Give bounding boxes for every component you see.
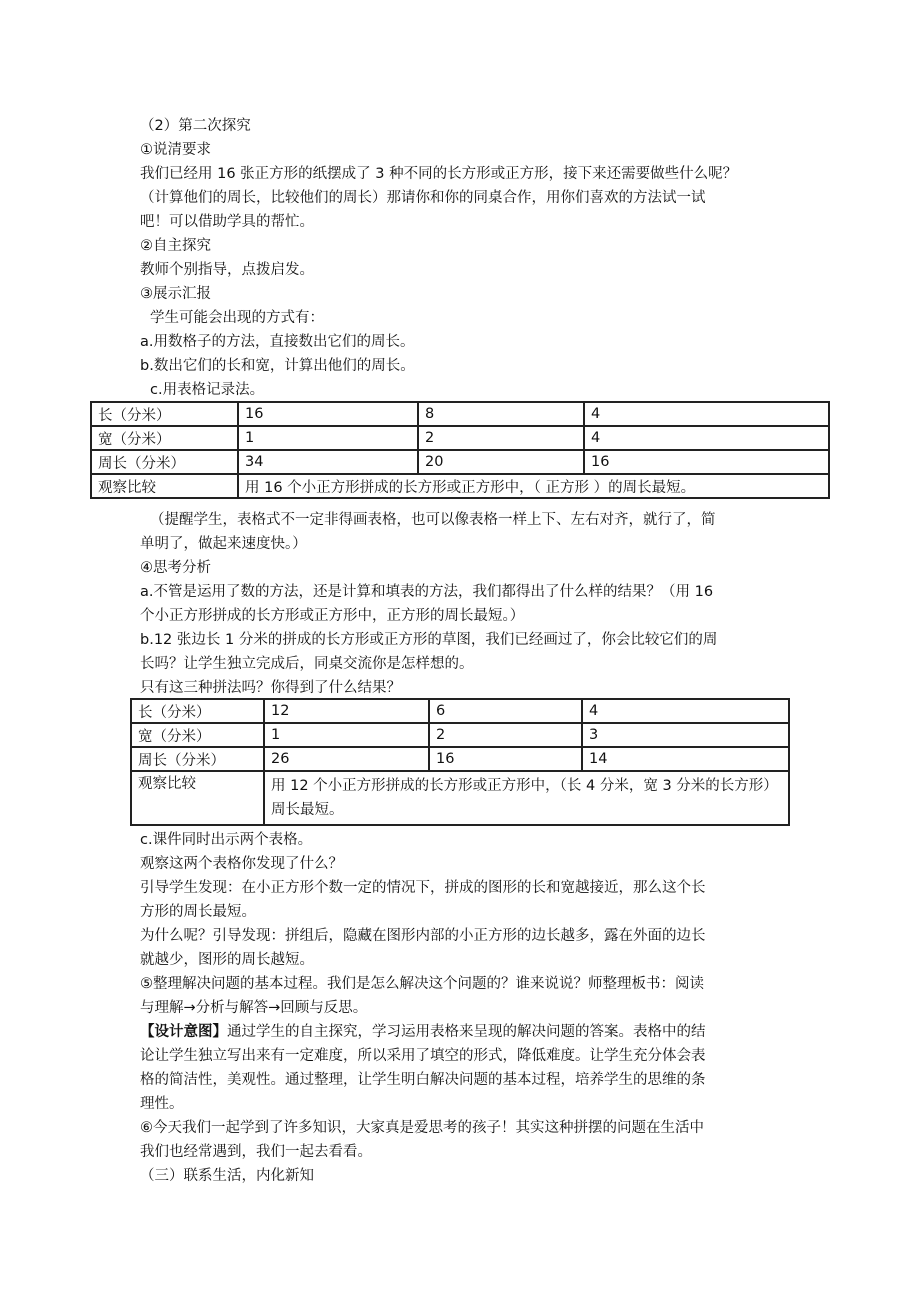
- table-cell: 观察比较: [131, 771, 264, 825]
- paragraph-line: 学生可能会出现的方式有：: [150, 310, 324, 326]
- table-cell: 用 16 个小正方形拼成的长方形或正方形中，（ 正方形 ）的周长最短。: [238, 474, 829, 498]
- table-cell: 长（分米）: [131, 699, 264, 723]
- step-heading: ⑥今天我们一起学到了许多知识，大家真是爱思考的孩子！其实这种拼摆的问题在生活中: [140, 1120, 704, 1136]
- paragraph-line: （提醒学生，表格式不一定非得画表格，也可以像表格一样上下、左右对齐，就行了，简: [150, 512, 716, 528]
- paragraph-line: 个小正方形拼成的长方形或正方形中，正方形的周长最短。）: [140, 608, 525, 624]
- table-cell: 12: [264, 699, 429, 723]
- table-cell: 16: [584, 450, 829, 474]
- table-cell: 34: [238, 450, 418, 474]
- table-row: [91, 402, 829, 426]
- table-row: [91, 474, 829, 498]
- paragraph-line: 我们也经常遇到，我们一起去看看。: [140, 1144, 372, 1160]
- table-cell: 6: [429, 699, 582, 723]
- table-cell: 长（分米）: [91, 402, 238, 426]
- table-cell: 用 12 个小正方形拼成的长方形或正方形中，（长 4 分米，宽 3 分米的长方形）周长最短。: [264, 771, 789, 825]
- paragraph-line: 方形的周长最短。: [140, 904, 256, 920]
- paragraph-line: 吧！可以借助学具的帮忙。: [140, 214, 314, 230]
- table-cell: 2: [418, 426, 584, 450]
- table-cell: 宽（分米）: [131, 723, 264, 747]
- paragraph-line: 单明了，做起来速度快。）: [140, 536, 307, 552]
- table-cell: 1: [264, 723, 429, 747]
- paragraph-text: 通过学生的自主探究，学习运用表格来呈现的解决问题的答案。表格中的结: [227, 1024, 706, 1040]
- paragraph-line: 格的简洁性，美观性。通过整理，让学生明白解决问题的基本过程，培养学生的思维的条: [140, 1072, 706, 1088]
- table-cell: 1: [238, 426, 418, 450]
- table-row: [91, 426, 829, 450]
- paragraph-line: 论让学生独立写出来有一定难度，所以采用了填空的形式，降低难度。让学生充分体会表: [140, 1048, 706, 1064]
- perimeter-table-16: [90, 401, 830, 499]
- paragraph-line: c.课件同时出示两个表格。: [140, 832, 313, 848]
- paragraph-line: 教师个别指导，点拨启发。: [140, 262, 314, 278]
- table-cell: 8: [418, 402, 584, 426]
- perimeter-table-12: [130, 698, 790, 826]
- table-cell: 观察比较: [91, 474, 238, 498]
- table-cell: 14: [582, 747, 789, 771]
- paragraph-line: c.用表格记录法。: [150, 382, 265, 398]
- table-cell: 3: [582, 723, 789, 747]
- table-row: [131, 747, 789, 771]
- paragraph-line: 就越少，图形的周长越短。: [140, 952, 314, 968]
- paragraph-line: 观察这两个表格你发现了什么？: [140, 856, 343, 872]
- table-cell: 20: [418, 450, 584, 474]
- paragraph-line: a.用数格子的方法，直接数出它们的周长。: [140, 334, 415, 350]
- paragraph-line: 为什么呢？引导发现：拼组后，隐藏在图形内部的小正方形的边长越多，露在外面的边长: [140, 928, 706, 944]
- table-cell: 周长（分米）: [91, 450, 238, 474]
- paragraph-line: 我们已经用 16 张正方形的纸摆成了 3 种不同的长方形或正方形，接下来还需要做些什么呢？: [140, 166, 738, 182]
- step-heading: ④思考分析: [140, 560, 211, 576]
- table-row: [131, 723, 789, 747]
- table-cell: 4: [584, 402, 829, 426]
- table-row: [131, 699, 789, 723]
- step-heading: ⑤整理解决问题的基本过程。我们是怎么解决这个问题的？谁来说说？师整理板书：阅读: [140, 976, 704, 992]
- table-cell: 16: [429, 747, 582, 771]
- table-cell: 周长（分米）: [131, 747, 264, 771]
- paragraph-line: 只有这三种拼法吗？你得到了什么结果？: [140, 680, 401, 696]
- table-cell: 4: [584, 426, 829, 450]
- paragraph-line: 与理解→分析与解答→回顾与反思。: [140, 1000, 368, 1016]
- paragraph-line: 长吗？让学生独立完成后，同桌交流你是怎样想的。: [140, 656, 474, 672]
- table-cell: 宽（分米）: [91, 426, 238, 450]
- design-intent-line: [140, 1020, 790, 1044]
- paragraph-line: 引导学生发现：在小正方形个数一定的情况下，拼成的图形的长和宽越接近，那么这个长: [140, 880, 706, 896]
- step-heading: ③展示汇报: [140, 286, 211, 302]
- step-heading: ②自主探究: [140, 238, 211, 254]
- section-heading: （2）第二次探究: [140, 118, 251, 134]
- table-cell: 26: [264, 747, 429, 771]
- section-heading: （三）联系生活，内化新知: [140, 1168, 314, 1184]
- table-cell: 2: [429, 723, 582, 747]
- paragraph-line: （计算他们的周长，比较他们的周长）那请你和你的同桌合作，用你们喜欢的方法试一试: [140, 190, 706, 206]
- table-cell: 16: [238, 402, 418, 426]
- paragraph-line: a.不管是运用了数的方法，还是计算和填表的方法，我们都得出了什么样的结果？（用 16: [140, 584, 714, 600]
- table-row: [131, 771, 789, 825]
- paragraph-line: 理性。: [140, 1096, 184, 1112]
- design-intent-tag: 【设计意图】: [140, 1024, 227, 1040]
- table-cell: 4: [582, 699, 789, 723]
- table-row: [91, 450, 829, 474]
- paragraph-line: b.12 张边长 1 分米的拼成的长方形或正方形的草图，我们已经画过了，你会比较它们的周: [140, 632, 718, 648]
- step-heading: ①说清要求: [140, 142, 211, 158]
- paragraph-line: b.数出它们的长和宽，计算出他们的周长。: [140, 358, 415, 374]
